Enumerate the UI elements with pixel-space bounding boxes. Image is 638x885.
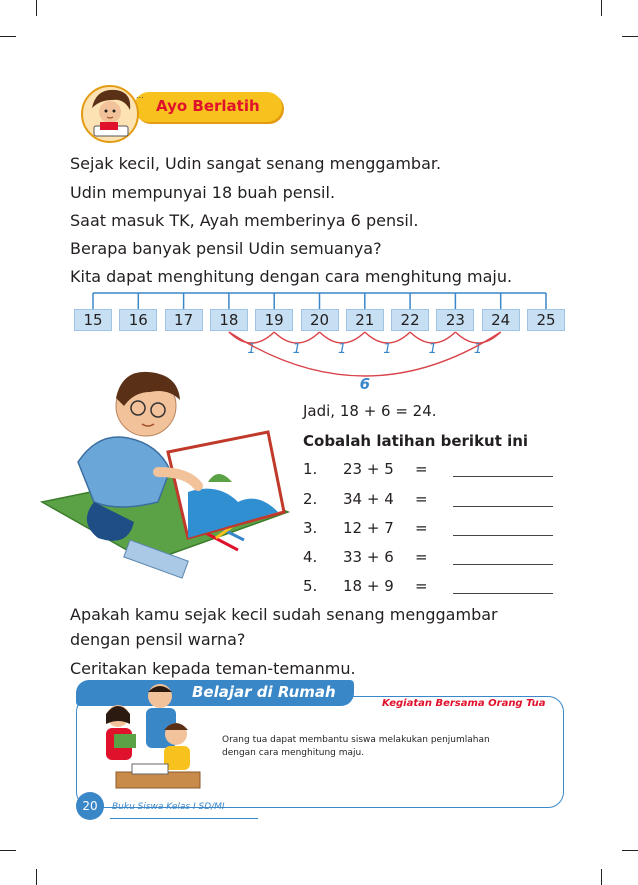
exercise-number: 5. [303,577,318,595]
exercise-item [303,490,563,512]
exercise-item [303,519,563,541]
home-activity-subtitle: Kegiatan Bersama Orang Tua [382,698,546,709]
exercise-number: 3. [303,519,318,537]
equals-sign: = [415,460,428,478]
answer-blank[interactable] [453,564,553,565]
crop-mark [622,36,638,37]
ayo-berlatih-banner [74,82,284,144]
exercise-expression: 18 + 9 [343,577,394,595]
equals-sign: = [415,490,428,508]
svg-text:...: ... [136,91,144,100]
hop-step-label: 1 [338,342,347,357]
number-box: 16 [119,309,157,331]
exercise-number: 4. [303,548,318,566]
home-note-line-1: Orang tua dapat membantu siswa melakukan penjumlahan [222,735,490,745]
answer-blank[interactable] [453,535,553,536]
equals-sign: = [415,577,428,595]
equals-sign: = [415,519,428,537]
story-line-3: Saat masuk TK, Ayah memberinya 6 pensil. [70,211,419,230]
crop-mark [36,869,37,885]
hop-step-label: 1 [247,342,256,357]
family-illustration [96,682,208,796]
number-box: 15 [74,309,112,331]
exercise-expression: 23 + 5 [343,460,394,478]
exercise-item [303,548,563,570]
exercise-title: Cobalah latihan berikut ini [303,432,529,450]
number-box: 23 [436,309,474,331]
story-line-5: Kita dapat menghitung dengan cara menghitung maju. [70,267,513,286]
crop-mark [601,869,602,885]
exercise-expression: 12 + 7 [343,519,394,537]
crop-mark [601,0,602,16]
hop-step-label: 1 [292,342,301,357]
crop-mark [622,850,638,851]
crop-mark [0,36,16,37]
question-line-1: Apakah kamu sejak kecil sudah senang menggambar [70,605,498,624]
studying-kid-illustration [74,82,156,144]
number-box: 20 [301,309,339,331]
number-box: 21 [346,309,384,331]
answer-blank[interactable] [453,476,553,477]
result-statement: Jadi, 18 + 6 = 24. [303,402,437,420]
answer-blank[interactable] [453,506,553,507]
crop-mark [36,0,37,16]
story-line-2: Udin mempunyai 18 buah pensil. [70,183,336,202]
banner-title: Ayo Berlatih [156,97,260,115]
story-line-4: Berapa banyak pensil Udin semuanya? [70,239,382,258]
answer-blank[interactable] [453,593,553,594]
footer-book-title: Buku Siswa Kelas I SD/MI [112,802,225,812]
number-box: 19 [255,309,293,331]
exercise-expression: 33 + 6 [343,548,394,566]
home-activity-note [222,734,522,760]
exercise-number: 2. [303,490,318,508]
boy-drawing-illustration [38,362,300,586]
home-activity-title: Belajar di Rumah [192,683,336,701]
page-number: 20 [76,792,104,820]
total-hop-label: 6 [359,375,371,393]
equals-sign: = [415,548,428,566]
crop-mark [0,850,16,851]
number-box: 17 [165,309,203,331]
number-box: 18 [210,309,248,331]
story-line-1: Sejak kecil, Udin sangat senang menggambar. [70,154,442,173]
hop-step-label: 1 [383,342,392,357]
footer-rule [110,818,258,819]
hop-step-label: 1 [473,342,483,357]
exercise-number: 1. [303,460,318,478]
exercise-item [303,577,563,599]
exercise-expression: 34 + 4 [343,490,394,508]
question-line-3: Ceritakan kepada teman-temanmu. [70,659,356,678]
number-box: 22 [391,309,429,331]
number-box: 24 [482,309,520,331]
hop-step-label: 1 [428,342,437,357]
number-box: 25 [527,309,565,331]
question-line-2: dengan pensil warna? [70,630,246,649]
exercise-item [303,460,563,482]
home-note-line-2: dengan cara menghitung maju. [222,748,365,758]
